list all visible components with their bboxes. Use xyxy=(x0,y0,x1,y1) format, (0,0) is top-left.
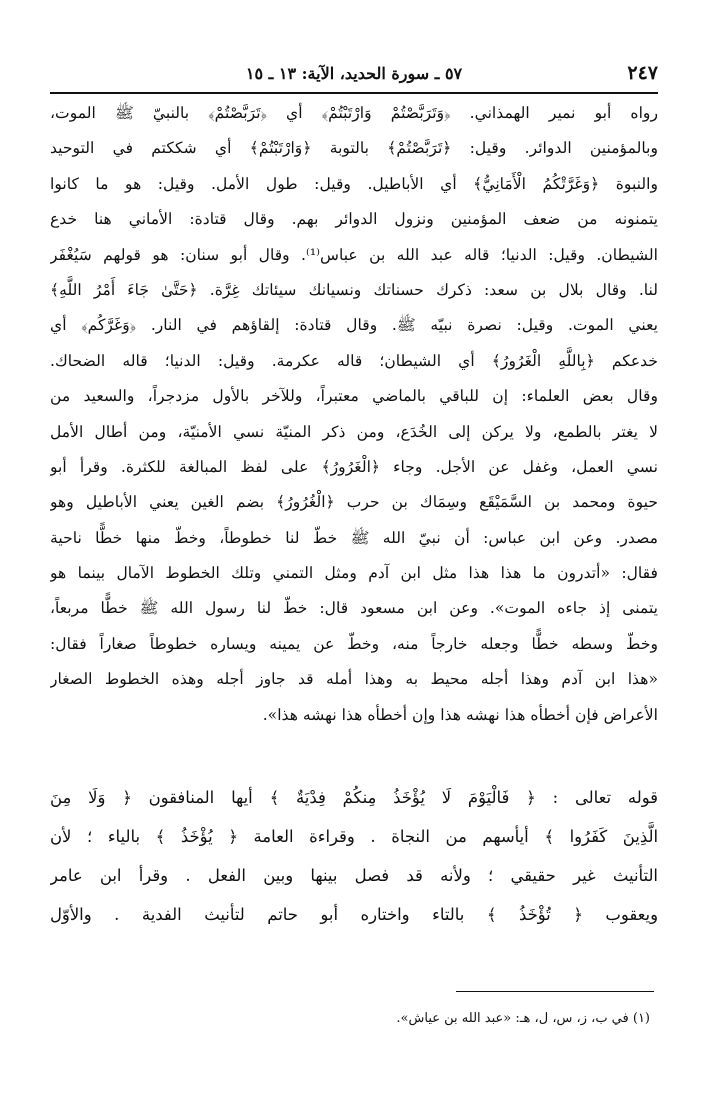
text-line: لا يغتر بالطمع، ولا يركن إلى الخُدَع، ومن ذكر المنيّة نسي الأمنيّة، ومن أطال الأمل xyxy=(50,422,658,441)
running-title: ٥٧ ـ سورة الحديد، الآية: ١٣ ـ ١٥ xyxy=(245,64,463,83)
text-line: رواه أبو نمير الهمذاني. ﴿وَتَرَبَّصْتُمْ وَارْتَبْتُمْ﴾ أي ﴿تَرَبَّصْتُمْ﴾ بالنبيّ ﷺ الموت، xyxy=(50,104,658,122)
header-rule xyxy=(50,92,658,94)
text-line: وخطّ وسطه خطًّا وجعله خارجاً منه، وخطّ عن يمينه ويساره خطوطاً صغاراً فقال: xyxy=(50,634,658,653)
text-line: ويعقوب ﴿ تُؤْخَذُ ﴾ بالتاء واختاره أبو حاتم لتأنيث الفدية . والأوّل xyxy=(50,905,658,924)
text-line: «هذا ابن آدم وهذا أجله محيط به وهذا أمله قد جاوز أجله وهذه الخطوط الصغار xyxy=(50,670,658,689)
text-line: حيوة ومحمد بن السَّمَيْقَع وسِمَاك بن حرب ﴿الْغُرُورُ﴾ بضم الغين يعني الأباطيل وهو xyxy=(50,493,658,512)
verse-commentary xyxy=(50,778,658,934)
page-number: ٢٤٧ xyxy=(627,62,658,84)
text-line: الشيطان. وقيل: الدنيا؛ قاله عبد الله بن عباس⁽¹⁾. وقال أبو سنان: هو قولهم سَيُغْفَر xyxy=(50,245,658,264)
text-line: يتمنونه من ضعف المؤمنين ونزول الدوائر بهم. وقال قتادة: الأماني هنا خدع xyxy=(50,210,658,229)
commentary-text xyxy=(50,96,658,733)
text-line: الأعراض فإن أخطأه هذا نهشه هذا وإن أخطأه هذا نهشه هذا». xyxy=(262,705,658,724)
page-header xyxy=(50,62,658,88)
footnote-rule xyxy=(456,991,654,992)
text-line: نسي العمل، وغفل عن الأجل. وجاء ﴿الْغَرُورُ﴾ على لفظ المبالغة للكثرة. وقرأ أبو xyxy=(50,457,658,476)
text-line: يعني الموت. وقيل: نصرة نبيّه ﷺ. وقال قتادة: إلقاؤهم في النار. ﴿وَغَرَّكُم﴾ أي xyxy=(50,316,658,335)
text-line: التأنيث غير حقيقي ؛ ولأنه قد فصل بينها وبين الفعل . وقرأ ابن عامر xyxy=(50,866,658,885)
text-line: والنبوة ﴿وَغَرَّتْكُمُ الْأَمَانِيُّ﴾ أي الأباطيل. وقيل: طول الأمل. وقيل: هو ما كانوا xyxy=(50,174,658,193)
text-line: وبالمؤمنين الدوائر. وقيل: ﴿تَرَبَّصْتُمْ﴾ بالتوبة ﴿وَارْتَبْتُمْ﴾ أي شككتم في التوحيد xyxy=(50,139,658,158)
text-line: قوله تعالى : ﴿ فَالْيَوْمَ لَا يُؤْخَذُ مِنكُمْ فِدْيَةٌ ﴾ أيها المنافقون ﴿ وَلَا مِنَ xyxy=(50,788,658,807)
text-line: الَّذِينَ كَفَرُوا ﴾ أيأسهم من النجاة . وقراءة العامة ﴿ يُؤْخَذُ ﴾ بالياء ؛ لأن xyxy=(50,827,658,846)
text-line: وقال بعض العلماء: إن للباقي بالماضي معتبراً، وللآخر بالأول مزدجراً، والسعيد من xyxy=(50,387,658,406)
text-line: يتمنى إذ جاءه الموت». وعن ابن مسعود قال: خطّ لنا رسول الله ﷺ خطًّا مربعاً، xyxy=(50,599,658,618)
text-line: فقال: «أتدرون ما هذا هذا مثل ابن آدم ومثل التمني وتلك الخطوط الآمال بينما هو xyxy=(50,564,658,583)
text-line: لنا. وقال بلال بن سعد: ذكرك حسناتك ونسيانك سيئاتك غِرَّة. ﴿حَتَّىٰ جَاءَ أَمْرُ اللَّهِ﴾ xyxy=(50,280,658,299)
footnote: (١) في ب، ز، س، ل، هـ: «عبد الله بن عياش». xyxy=(396,1011,650,1026)
text-line: خدعكم ﴿بِاللَّهِ الْغَرُورُ﴾ أي الشيطان؛ قاله عكرمة. وقيل: الدنيا؛ قاله الضحاك. xyxy=(50,351,658,370)
text-line: مصدر. وعن ابن عباس: أن نبيّ الله ﷺ خطّ لنا خطوطاً، وخطّ منها خطًّا ناحية xyxy=(50,528,658,547)
